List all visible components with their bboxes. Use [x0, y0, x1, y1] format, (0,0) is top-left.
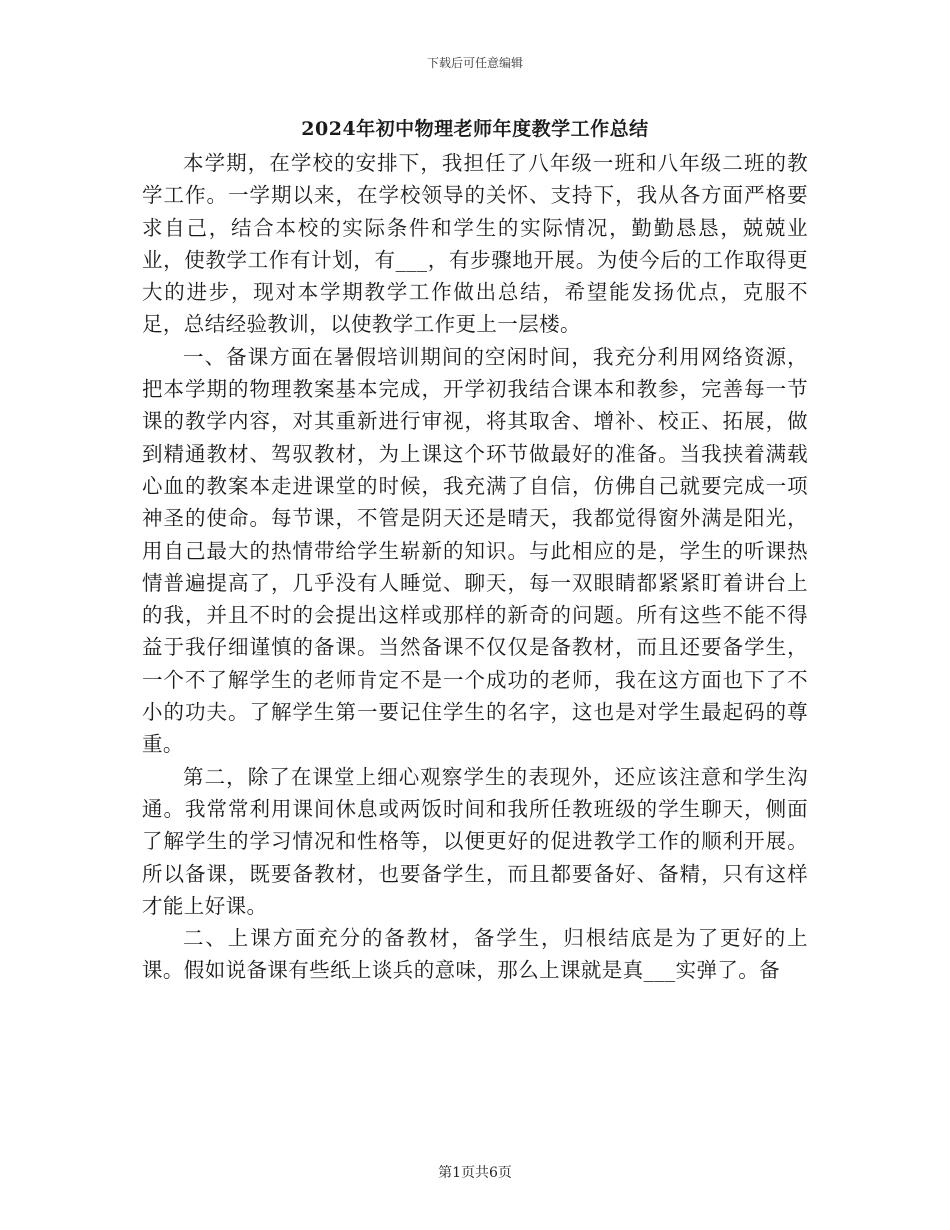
- paragraph-student-communication: 第二，除了在课堂上细心观察学生的表现外，还应该注意和学生沟通。我常常利用课间休息或两饭时间和我所任教班级的学生聊天，侧面了解学生的学习情况和性格等，以便更好的促进教学工作的顺利开展。所以备课，既要备教材，也要备学生，而且都要备好、备精，只有这样才能上好课。: [142, 764, 808, 918]
- document-body: [142, 147, 808, 987]
- page-footer: 第1页共6页: [438, 1165, 512, 1181]
- paragraph-intro: 本学期，在学校的安排下，我担任了八年级一班和八年级二班的教学工作。一学期以来，在学校领导的关怀、支持下，我从各方面严格要求自己，结合本校的实际条件和学生的实际情况，勤勤恳恳，兢兢业业，使教学工作有计划，有___，有步骤地开展。为使今后的工作取得更大的进步，现对本学期教学工作做出总结，希望能发扬优点，克服不足，总结经验教训，以使教学工作更上一层楼。: [142, 151, 808, 337]
- paragraph-teaching: 二、上课方面充分的备教材，备学生，归根结底是为了更好的上课。假如说备课有些纸上谈兵的意味，那么上课就是真___实弹了。备: [142, 926, 808, 983]
- page-header: 下载后可任意编辑: [426, 56, 523, 70]
- document-title: 2024年初中物理老师年度教学工作总结: [301, 118, 649, 140]
- paragraph-lesson-prep: 一、备课方面在暑假培训期间的空闲时间，我充分利用网络资源，把本学期的物理教案基本完成，开学初我结合课本和教参，完善每一节课的教学内容，对其重新进行审视，将其取舍、增补、校正、拓展，做到精通教材、驾驭教材，为上课这个环节做最好的准备。当我挟着满载心血的教案本走进课堂的时候，我充满了自信，仿佛自己就要完成一项神圣的使命。每节课，不管是阴天还是晴天，我都觉得窗外满是阳光，用自己最大的热情带给学生崭新的知识。与此相应的是，学生的听课热情普遍提高了，几乎没有人睡觉、聊天，每一双眼睛都紧紧盯着讲台上的我，并且不时的会提出这样或那样的新奇的问题。所有这些不能不得益于我仔细谨慎的备课。当然备课不仅仅是备教材，而且还要备学生，一个不了解学生的老师肯定不是一个成功的老师，我在这方面也下了不小的功夫。了解学生第一要记住学生的名字，这也是对学生最起码的尊重。: [142, 344, 808, 757]
